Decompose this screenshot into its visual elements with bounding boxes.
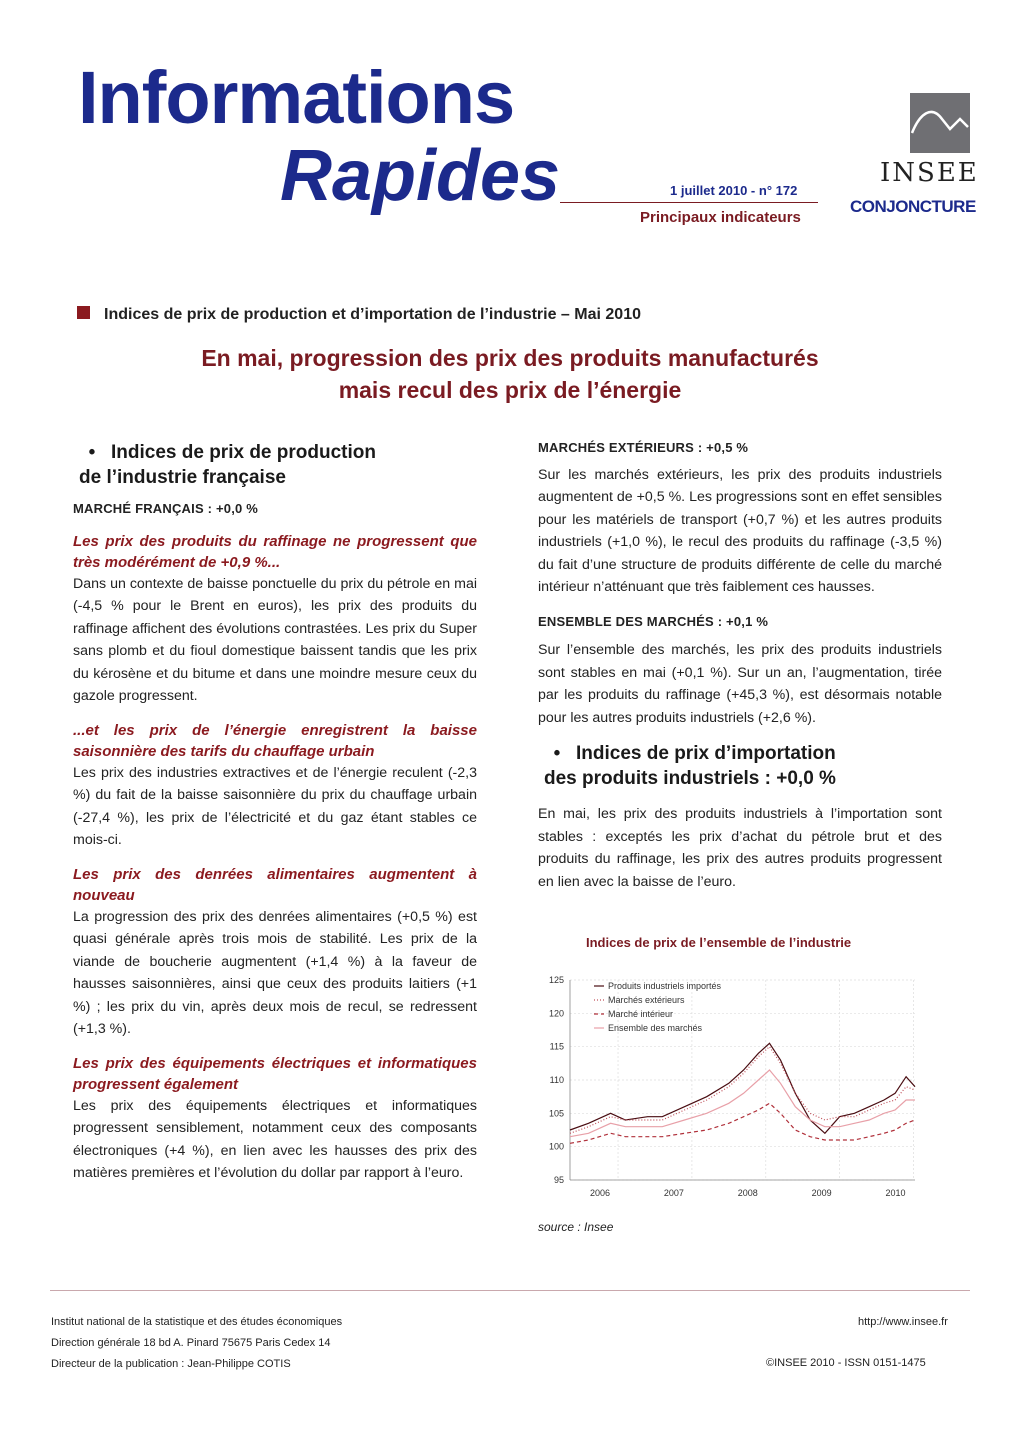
subheading-food: Les prix des denrées alimentaires augmentent à nouveau [73, 865, 477, 904]
section-title-import: • Indices de prix d’importation des produits industriels : +0,0 % [538, 741, 942, 791]
footer-url[interactable]: http://www.insee.fr [858, 1316, 948, 1328]
legend-label-3: Ensemble des marchés [608, 1023, 703, 1033]
insee-logo-text: INSEE [880, 158, 979, 188]
paragraph-import: En mai, les prix des produits industriels à l’importation sont stables : exceptés les prix d’achat du pétrole brut et des produits du raffinage, les prix des autres produits progressent en lien avec la baisse de l’euro. [538, 806, 942, 890]
paragraph-food: La progression des prix des denrées alimentaires (+0,5 %) est quasi générale après trois mois de stabilité. Les prix de la viande de boucherie augmentent (+1,4 %) à la faveur de hausses saisonnières, ainsi que ceux des produits laitiers (+1 %) ; les prix du vin, après deux mois de recul, se redressent (+1,3 %). [73, 908, 477, 1037]
price-index-chart [540, 965, 930, 1205]
y-tick-label: 125 [548, 975, 564, 985]
paragraph-electrical: Les prix des équipements électriques et informatiques progressent sensiblement, notamment ceux des composants électroniques (+4 %), en lien avec les hausses des prix des matières premières et l’évolution du dollar par rapport à l’euro. [73, 1097, 477, 1181]
series-line-0 [570, 1043, 915, 1133]
footer-copyright: ©INSEE 2010 - ISSN 0151-1475 [766, 1357, 926, 1369]
subheading-electrical: Les prix des équipements électriques et informatiques progressent également [73, 1054, 477, 1093]
chart-source: source : Insee [538, 1220, 614, 1234]
x-tick-label: 2007 [663, 1188, 684, 1198]
headline-line1: En mai, progression des prix des produits manufacturés [201, 345, 819, 371]
legend-label-1: Marchés extérieurs [608, 995, 685, 1005]
footer-rule [50, 1290, 970, 1291]
market-label-external: MARCHÉS EXTÉRIEURS : +0,5 % [538, 440, 749, 455]
legend-label-0: Produits industriels importés [608, 981, 722, 991]
paragraph-external: Sur les marchés extérieurs, les prix des produits industriels augmentent de +0,5 %. Les progressions sont en effet sensibles pour les matériels de transport (+0,7 %) et les autres produits industriels (+1,0 %), le recul des produits du raffinage (-3,5 %) du fait d’une structure de produits différente de celle du marché intérieur n’atténuant que très faiblement ces hausses. [538, 466, 942, 595]
series-name: Principaux indicateurs [640, 209, 801, 226]
bullet-icon: • [88, 442, 96, 463]
chart-axes [549, 975, 915, 1198]
y-tick-label: 95 [553, 1175, 564, 1185]
section-title-production: • Indices de prix de production de l’industrie française [73, 440, 477, 490]
paragraph-all: Sur l’ensemble des marchés, les prix des produits industriels sont stables en mai (+0,1 %). Sur un an, l’augmentation, tirée par les produits du raffinage (+45,3 %), est désormais notable pour les autres produits industriels (+2,6 %). [538, 642, 942, 726]
legend-label-2: Marché intérieur [608, 1009, 674, 1019]
market-label-french: MARCHÉ FRANÇAIS : +0,0 % [73, 501, 259, 516]
conjoncture-label: CONJONCTURE [850, 197, 976, 216]
right-column [538, 437, 942, 905]
paragraph-energy: Les prix des industries extractives et de l’énergie reculent (-2,3 %) du fait de la baisse saisonnière du prix du chauffage urbain (-27,4 %), les prix de l’électricité et du gaz étant stables ce mois-ci. [73, 764, 477, 848]
series-line-1 [570, 1047, 915, 1134]
headline-line2: mais recul des prix de l’énergie [338, 377, 682, 403]
chart-title: Indices de prix de l’ensemble de l’industrie [586, 935, 852, 950]
x-tick-label: 2006 [590, 1188, 611, 1198]
chart-legend [594, 981, 722, 1033]
y-tick-label: 105 [548, 1108, 564, 1119]
bullet-icon: • [553, 743, 561, 764]
headline [120, 342, 900, 406]
publication-subtitle: Rapides [280, 136, 561, 216]
issue-date: 1 juillet 2010 - n° 172 [670, 183, 798, 198]
footer-address: Direction générale 18 bd A. Pinard 75675 Paris Cedex 14 [51, 1337, 331, 1349]
footer-org: Institut national de la statistique et des études économiques [51, 1316, 343, 1328]
market-label-all: ENSEMBLE DES MARCHÉS : +0,1 % [538, 613, 769, 629]
publication-subject: Indices de prix de production et d’importation de l’industrie – Mai 2010 [104, 306, 641, 323]
y-tick-label: 120 [548, 1008, 564, 1019]
section-marker-icon [77, 306, 90, 319]
publication-title: Informations [78, 56, 515, 139]
insee-logo-icon [910, 93, 970, 153]
x-tick-label: 2008 [737, 1188, 758, 1198]
chart-series [570, 1043, 915, 1143]
y-tick-label: 110 [549, 1075, 564, 1085]
subheading-refining: Les prix des produits du raffinage ne progressent que très modérément de +0,9 %... [73, 532, 477, 571]
subheading-energy: ...et les prix de l’énergie enregistrent la baisse saisonnière des tarifs du chauffage urbain [73, 721, 477, 760]
left-column [73, 440, 477, 1197]
y-tick-label: 115 [549, 1041, 564, 1052]
footer-director: Directeur de la publication : Jean-Philippe COTIS [51, 1358, 291, 1370]
masthead-rule [560, 202, 818, 203]
x-tick-label: 2009 [811, 1188, 832, 1198]
x-tick-label: 2010 [885, 1188, 906, 1198]
y-tick-label: 100 [548, 1141, 564, 1152]
paragraph-refining: Dans un contexte de baisse ponctuelle du prix du pétrole en mai (-4,5 % pour le Brent en euros), les prix des produits du raffinage affichent des évolutions contrastées. Les prix du Super sans plomb et du fioul domestique baissent tandis que les prix du kérosène et du bitume et dans une moindre mesure ceux du gazole progressent. [73, 575, 477, 704]
